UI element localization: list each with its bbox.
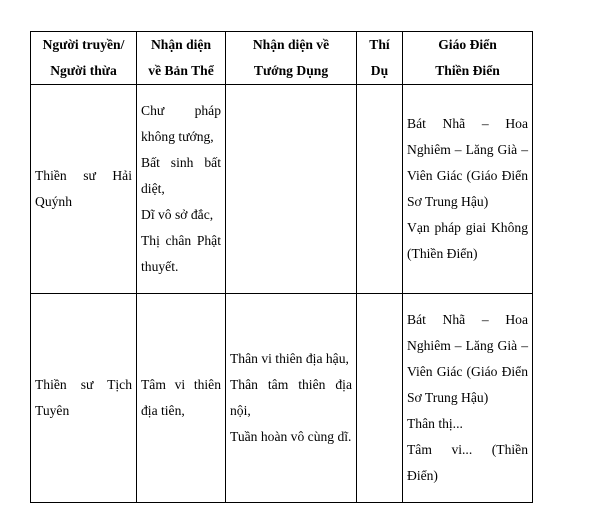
header-ban-the: Nhận diện về Bản Thể xyxy=(137,32,226,85)
doctrine-table xyxy=(30,31,533,503)
table-row xyxy=(31,294,533,503)
ban-the-cell: Chư pháp không tướng, Bất sinh bất diệt, Dĩ vô sở đắc, Thị chân Phật thuyết. xyxy=(137,85,226,294)
thi-du-cell xyxy=(357,85,403,294)
header-transmitter: Người truyền/ Người thừa xyxy=(31,32,137,85)
header-tuong-dung: Nhận diện về Tướng Dụng xyxy=(226,32,357,85)
giao-dien-cell: Bát Nhã – Hoa Nghiêm – Lăng Già – Viên Giác (Giáo Điển Sơ Trung Hậu) Thân thị... Tâm vi... (Thiền Điển) xyxy=(403,294,533,503)
header-row xyxy=(31,32,533,85)
header-thi-du: Thí Dụ xyxy=(357,32,403,85)
thi-du-cell xyxy=(357,294,403,503)
person-cell: Thiền sư Tịch Tuyên xyxy=(31,294,137,503)
giao-dien-cell: Bát Nhã – Hoa Nghiêm – Lăng Già – Viên Giác (Giáo Điển Sơ Trung Hậu) Vạn pháp giai Không (Thiền Điển) xyxy=(403,85,533,294)
ban-the-cell: Tâm vi thiên địa tiên, xyxy=(137,294,226,503)
person-cell: Thiền sư Hải Quýnh xyxy=(31,85,137,294)
tuong-dung-cell: Thân vi thiên địa hậu, Thân tâm thiên địa nội, Tuần hoàn vô cùng dĩ. xyxy=(226,294,357,503)
table-row xyxy=(31,85,533,294)
header-giao-dien: Giáo Điển Thiền Điển xyxy=(403,32,533,85)
tuong-dung-cell xyxy=(226,85,357,294)
